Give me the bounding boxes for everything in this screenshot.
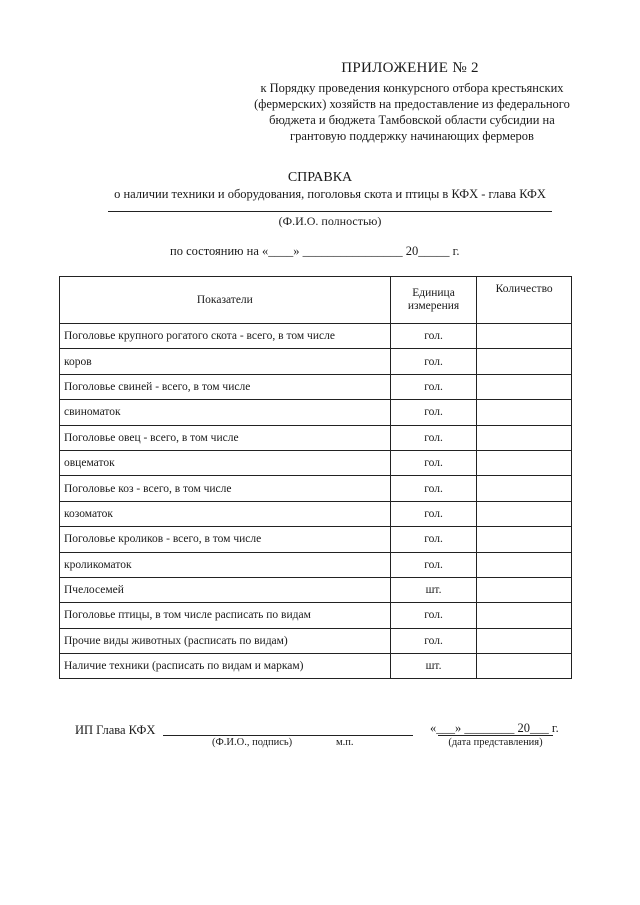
- table-row: [60, 374, 572, 399]
- table-row: [60, 324, 572, 349]
- unit-cell: гол.: [390, 324, 477, 349]
- unit-cell: гол.: [390, 476, 477, 501]
- quantity-cell[interactable]: [477, 654, 572, 679]
- indicator-cell: Поголовье свиней - всего, в том числе: [60, 374, 391, 399]
- quantity-cell[interactable]: [477, 527, 572, 552]
- table-row: [60, 501, 572, 526]
- table-row: [60, 628, 572, 653]
- table-row: [60, 552, 572, 577]
- indicator-cell: Поголовье птицы, в том числе расписать по видам: [60, 603, 391, 628]
- indicators-table: [59, 276, 572, 679]
- table-row: [60, 425, 572, 450]
- document-subtitle: о наличии техники и оборудования, поголовья скота и птицы в КФХ - глава КФХ: [114, 187, 546, 201]
- signature-label: ИП Глава КФХ: [75, 723, 156, 737]
- table-row: [60, 577, 572, 602]
- table-row: [60, 603, 572, 628]
- quantity-cell[interactable]: [477, 374, 572, 399]
- unit-cell: гол.: [390, 374, 477, 399]
- document-title: СПРАВКА: [287, 170, 353, 185]
- quantity-cell[interactable]: [477, 603, 572, 628]
- indicator-cell: козоматок: [60, 501, 391, 526]
- table-row: [60, 349, 572, 374]
- appendix-line: грантовую поддержку начинающих фермеров: [290, 129, 534, 143]
- quantity-cell[interactable]: [477, 450, 572, 475]
- appendix-line: бюджета и бюджета Тамбовской области субсидии на: [269, 113, 555, 127]
- indicator-cell: Поголовье овец - всего, в том числе: [60, 425, 391, 450]
- indicator-cell: овцематок: [60, 450, 391, 475]
- indicator-cell: коров: [60, 349, 391, 374]
- appendix-line: к Порядку проведения конкурсного отбора крестьянских: [260, 81, 564, 95]
- quantity-cell[interactable]: [477, 425, 572, 450]
- quantity-cell[interactable]: [477, 324, 572, 349]
- quantity-cell[interactable]: [477, 476, 572, 501]
- name-caption: (Ф.И.О. полностью): [278, 214, 382, 228]
- submission-date: «___» ________ 20___ г.: [430, 721, 559, 735]
- indicator-cell: кроликоматок: [60, 552, 391, 577]
- unit-cell: гол.: [390, 349, 477, 374]
- unit-cell: гол.: [390, 400, 477, 425]
- header-quantity: Количество: [477, 277, 572, 324]
- unit-cell: гол.: [390, 628, 477, 653]
- quantity-cell[interactable]: [477, 577, 572, 602]
- appendix-line: (фермерских) хозяйств на предоставление из федерального: [254, 97, 570, 111]
- unit-cell: шт.: [390, 577, 477, 602]
- submission-date-caption: (дата представления): [438, 735, 553, 748]
- unit-cell: гол.: [390, 603, 477, 628]
- quantity-cell[interactable]: [477, 400, 572, 425]
- table-row: [60, 476, 572, 501]
- indicator-cell: Поголовье коз - всего, в том числе: [60, 476, 391, 501]
- table-row: [60, 400, 572, 425]
- unit-cell: гол.: [390, 450, 477, 475]
- indicator-cell: Наличие техники (расписать по видам и маркам): [60, 654, 391, 679]
- appendix-title: ПРИЛОЖЕНИЕ № 2: [341, 60, 479, 76]
- unit-cell: гол.: [390, 527, 477, 552]
- quantity-cell[interactable]: [477, 628, 572, 653]
- header-unit: Единица измерения: [390, 277, 477, 324]
- quantity-cell[interactable]: [477, 501, 572, 526]
- seal-caption: м.п.: [336, 737, 354, 748]
- appendix-description: [232, 80, 592, 144]
- name-fill-line[interactable]: [108, 211, 552, 212]
- unit-cell: гол.: [390, 425, 477, 450]
- indicator-cell: свиноматок: [60, 400, 391, 425]
- signature-fill-line[interactable]: [163, 735, 413, 736]
- signature-name-caption: (Ф.И.О., подпись): [212, 737, 293, 748]
- indicator-cell: Прочие виды животных (расписать по видам): [60, 628, 391, 653]
- indicator-cell: Поголовье кроликов - всего, в том числе: [60, 527, 391, 552]
- header-indicator: Показатели: [60, 277, 391, 324]
- table-header-row: [60, 277, 572, 324]
- indicator-cell: Поголовье крупного рогатого скота - всего, в том числе: [60, 324, 391, 349]
- date-line: по состоянию на «____» ________________ 20_____ г.: [170, 244, 460, 258]
- unit-cell: шт.: [390, 654, 477, 679]
- quantity-cell[interactable]: [477, 349, 572, 374]
- quantity-cell[interactable]: [477, 552, 572, 577]
- indicator-cell: Пчелосемей: [60, 577, 391, 602]
- table-row: [60, 654, 572, 679]
- table-row: [60, 450, 572, 475]
- unit-cell: гол.: [390, 552, 477, 577]
- unit-cell: гол.: [390, 501, 477, 526]
- table-row: [60, 527, 572, 552]
